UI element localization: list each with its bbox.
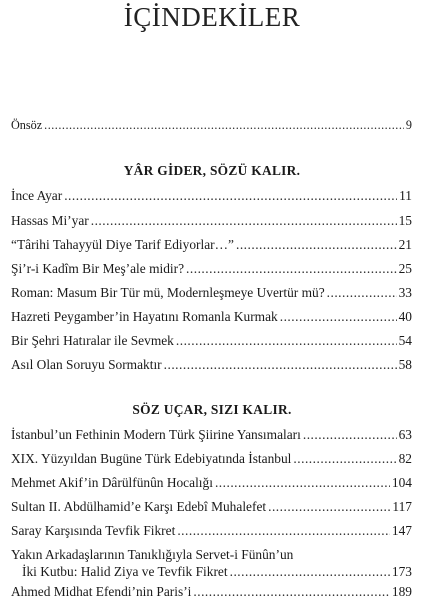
section-heading-1: YÂR GİDER, SÖZÜ KALIR. xyxy=(123,163,301,178)
toc-entry-title: Hassas Mi’yar xyxy=(11,213,89,228)
toc-entry-title: İstanbul’un Fethinin Modern Türk Şiirine Yansımaları xyxy=(11,427,301,442)
toc-entry-title: Sultan II. Abdülhamid’e Karşı Edebî Muhalefet xyxy=(11,499,267,514)
toc-entry-page: 82 xyxy=(398,451,412,466)
toc-entry xyxy=(11,450,412,467)
dot-leader xyxy=(280,308,397,325)
toc-entry xyxy=(11,187,412,204)
dot-leader xyxy=(230,563,390,580)
dot-leader xyxy=(186,260,397,277)
toc-entry-title: Mehmet Akif’in Dârülfünûn Hocalığı xyxy=(11,475,213,490)
toc-entry xyxy=(11,426,412,443)
toc-entry-page: 21 xyxy=(398,237,412,252)
dot-leader xyxy=(236,236,397,253)
toc-entry-page: 15 xyxy=(398,213,412,228)
dot-leader xyxy=(303,426,397,443)
dot-leader xyxy=(44,117,404,134)
toc-entry-page: 11 xyxy=(399,188,412,203)
toc-entry-page: 58 xyxy=(398,357,412,372)
dot-leader xyxy=(176,332,397,349)
toc-entry-page: 25 xyxy=(398,261,412,276)
toc-entry xyxy=(11,332,412,349)
toc-entry-title: Asıl Olan Soruyu Sormaktır xyxy=(11,357,162,372)
toc-entry-title: Roman: Masum Bir Tür mü, Modernleşmeye Uvertür mü? xyxy=(11,285,325,300)
toc-entry-title: Bir Şehri Hatıralar ile Sevmek xyxy=(11,333,174,348)
toc-entry-title: Önsöz xyxy=(11,118,43,132)
toc-entry-page: 147 xyxy=(391,523,412,538)
toc-entry xyxy=(11,236,412,253)
section-heading-2: SÖZ UÇAR, SIZI KALIR. xyxy=(132,402,292,417)
toc-entry-page: 173 xyxy=(391,564,412,579)
toc-entry-title: “Târihi Tahayyül Diye Tarif Ediyorlar…” xyxy=(11,237,234,252)
toc-entry-page: 117 xyxy=(392,499,412,514)
dot-leader xyxy=(268,498,390,515)
dot-leader xyxy=(164,356,397,373)
toc-entry-page: 63 xyxy=(398,427,412,442)
toc-entry-title: XIX. Yüzyıldan Bugüne Türk Edebiyatında İstanbul xyxy=(11,451,292,466)
dot-leader xyxy=(293,450,396,467)
toc-entry xyxy=(11,498,412,515)
dot-leader xyxy=(215,474,390,491)
dot-leader xyxy=(91,212,397,229)
dot-leader xyxy=(64,187,397,204)
toc-entry-title: İnce Ayar xyxy=(11,188,63,203)
toc-entry-page: 9 xyxy=(405,118,412,132)
toc-entry xyxy=(11,260,412,277)
toc-entry-page: 54 xyxy=(398,333,412,348)
dot-leader xyxy=(193,583,390,600)
toc-entry-page: 189 xyxy=(391,584,412,599)
dot-leader xyxy=(327,284,397,301)
toc-entry-page: 33 xyxy=(398,285,412,300)
dot-leader xyxy=(177,522,390,539)
toc-entry xyxy=(11,284,412,301)
toc-entry xyxy=(22,563,412,580)
toc-entry-title: İki Kutbu: Halid Ziya ve Tevfik Fikret xyxy=(22,564,228,579)
toc-entry xyxy=(11,212,412,229)
toc-entry-page: 104 xyxy=(391,475,412,490)
toc-entry xyxy=(11,308,412,325)
toc-entry-title: Hazreti Peygamber’in Hayatını Romanla Kurmak xyxy=(11,309,278,324)
toc-entry xyxy=(11,583,412,600)
toc-entry xyxy=(11,522,412,539)
toc-entry-title: Ahmed Midhat Efendi’nin Paris’i xyxy=(11,584,192,599)
toc-entry xyxy=(11,356,412,373)
toc-entry-page: 40 xyxy=(398,309,412,324)
toc-entry-title: Şi’r-i Kadîm Bir Meş’ale midir? xyxy=(11,261,185,276)
toc-entry-title: Saray Karşısında Tevfik Fikret xyxy=(11,523,176,538)
page-title: İÇİNDEKİLER xyxy=(123,2,301,32)
toc-entry-foreword xyxy=(11,117,412,134)
toc-entry-title-line1: Yakın Arkadaşlarının Tanıklığıyla Servet-i Fünûn’un xyxy=(11,547,294,562)
toc-entry xyxy=(11,474,412,491)
